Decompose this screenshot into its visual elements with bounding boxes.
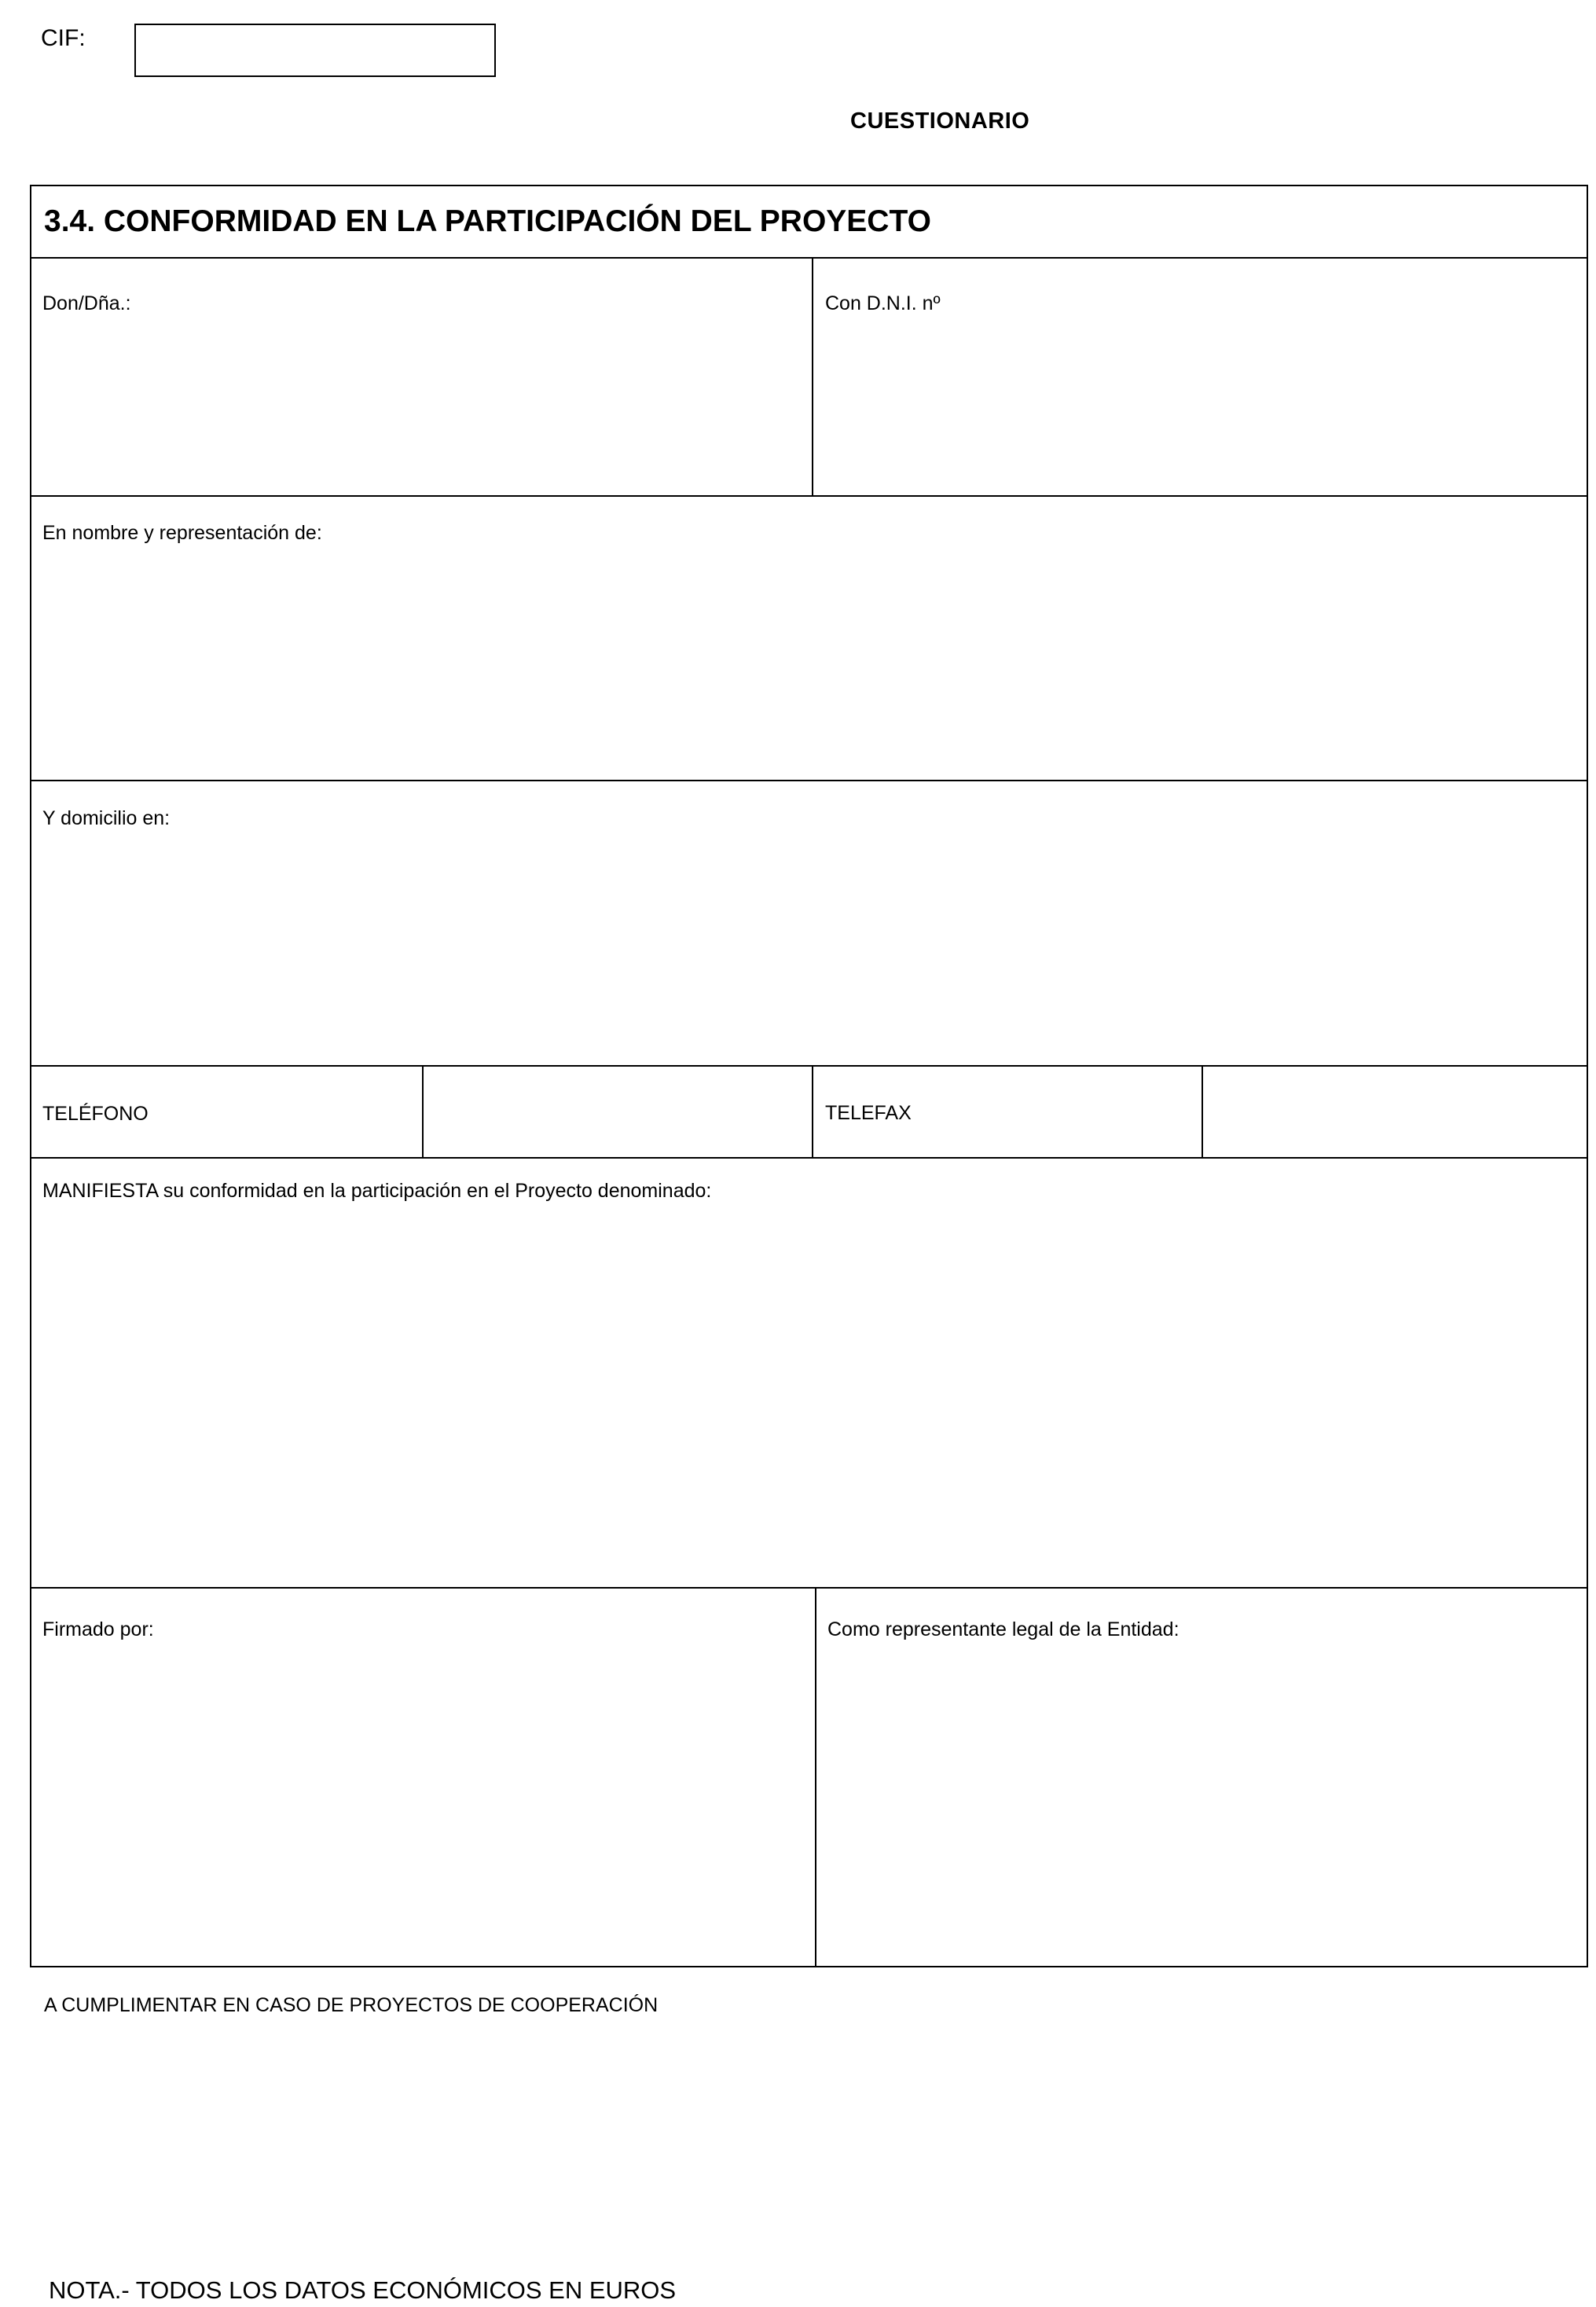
don-dna-field[interactable] <box>31 259 812 495</box>
legal-representative-label: Como representante legal de la Entidad: <box>827 1618 1180 1640</box>
dni-field[interactable] <box>813 259 1587 495</box>
section-title: 3.4. CONFORMIDAD EN LA PARTICIPACIÓN DEL PROYECTO <box>44 204 931 238</box>
signed-by-field[interactable] <box>31 1589 815 1966</box>
fax-label: TELEFAX <box>825 1102 912 1124</box>
representation-field[interactable] <box>31 497 1587 780</box>
manifesta-field[interactable] <box>31 1159 1587 1587</box>
questionnaire-title: CUESTIONARIO <box>850 108 1030 134</box>
phone-field[interactable] <box>424 1067 812 1157</box>
cif-input-box[interactable] <box>134 24 496 77</box>
phone-label: TELÉFONO <box>42 1103 149 1125</box>
currency-note: NOTA.- TODOS LOS DATOS ECONÓMICOS EN EUROS <box>49 2276 677 2304</box>
fax-label-cell <box>813 1067 1202 1157</box>
dni-label: Con D.N.I. nº <box>825 292 941 314</box>
domicile-field[interactable] <box>31 781 1587 1065</box>
cif-label: CIF: <box>41 25 86 51</box>
legal-representative-field[interactable] <box>816 1589 1587 1966</box>
fax-field[interactable] <box>1203 1067 1587 1157</box>
manifesta-label: MANIFIESTA su conformidad en la participación en el Proyecto denominado: <box>42 1180 712 1202</box>
signed-by-label: Firmado por: <box>42 1618 154 1640</box>
cooperation-note: A CUMPLIMENTAR EN CASO DE PROYECTOS DE COOPERACIÓN <box>44 1994 659 2016</box>
conformity-form <box>30 185 1588 1967</box>
don-dna-label: Don/Dña.: <box>42 292 131 314</box>
domicile-label: Y domicilio en: <box>42 807 171 829</box>
representation-label: En nombre y representación de: <box>42 522 322 544</box>
phone-label-cell <box>31 1067 422 1157</box>
